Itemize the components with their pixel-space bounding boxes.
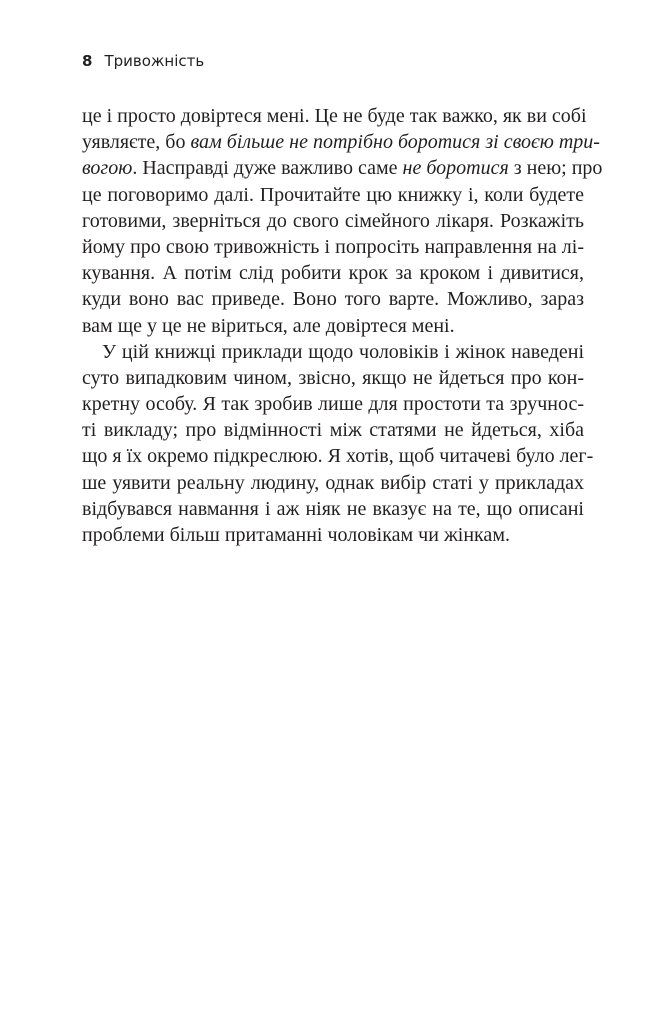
text-line [82, 496, 584, 522]
text-line [82, 522, 584, 548]
text-run: це поговоримо далі. Прочитайте цю книжку і, коли будете [82, 183, 584, 206]
running-title: Тривожність [104, 52, 205, 70]
text-run: . Насправді дуже важливо саме [132, 157, 403, 180]
text-run: У цій книжці приклади щодо чоловіків і жінок наведені [102, 340, 584, 363]
text-line [82, 391, 584, 417]
text-run: куди воно вас приведе. Воно того варте. Можливо, зараз [82, 288, 584, 311]
text-run: вам ще у це не віриться, але довіртеся мені. [82, 314, 455, 337]
text-line [82, 286, 584, 312]
text-line [82, 417, 584, 443]
text-run: ті викладу; про відмінності між статями не йдеться, хіба [82, 419, 584, 442]
emphasis-text: вам більше не потрібно боротися зі своєю три- [190, 131, 600, 154]
running-head [82, 52, 204, 74]
text-line [82, 208, 584, 234]
text-run: з нею; про [508, 157, 603, 180]
text-line [82, 155, 603, 181]
text-run: що я їх окремо підкреслюю. Я хотів, щоб читачеві було лег- [82, 445, 594, 468]
text-run: це і просто довіртеся мені. Це не буде так важко, як ви собі [82, 105, 587, 127]
text-run: кретну особу. Я так зробив лише для простоти та зручнос- [82, 393, 584, 416]
emphasis-text: не боротися [402, 157, 509, 180]
emphasis-text: вогою [82, 157, 133, 180]
text-line [82, 313, 584, 339]
text-line [82, 129, 600, 155]
text-line [82, 234, 584, 260]
text-line [82, 443, 594, 469]
text-run: ше уявити реальну людину, однак вибір статі у прикладах [82, 471, 584, 494]
text-line [82, 182, 584, 208]
text-run: уявляєте, бо [82, 131, 191, 154]
text-line [82, 365, 584, 391]
text-run: йому про свою тривожність і попросіть направлення на лі- [82, 235, 584, 258]
paragraph [82, 103, 603, 339]
text-run: кування. А потім слід робити крок за кроком і дивитися, [82, 262, 584, 285]
text-run: суто випадковим чином, звісно, якщо не йдеться про кон- [82, 366, 584, 389]
text-line [82, 470, 584, 496]
text-run: готовими, зверніться до свого сімейного лікаря. Розкажіть [82, 209, 584, 232]
page-number: 8 [82, 52, 93, 70]
text-line [82, 103, 587, 129]
text-run: відбувався навмання і аж ніяк не вказує на те, що описані [82, 497, 584, 520]
text-line [82, 339, 584, 365]
text-run: проблеми більш притаманні чоловікам чи жінкам. [82, 524, 510, 546]
body-text [82, 103, 603, 548]
text-line [82, 260, 584, 286]
paragraph [82, 339, 594, 549]
